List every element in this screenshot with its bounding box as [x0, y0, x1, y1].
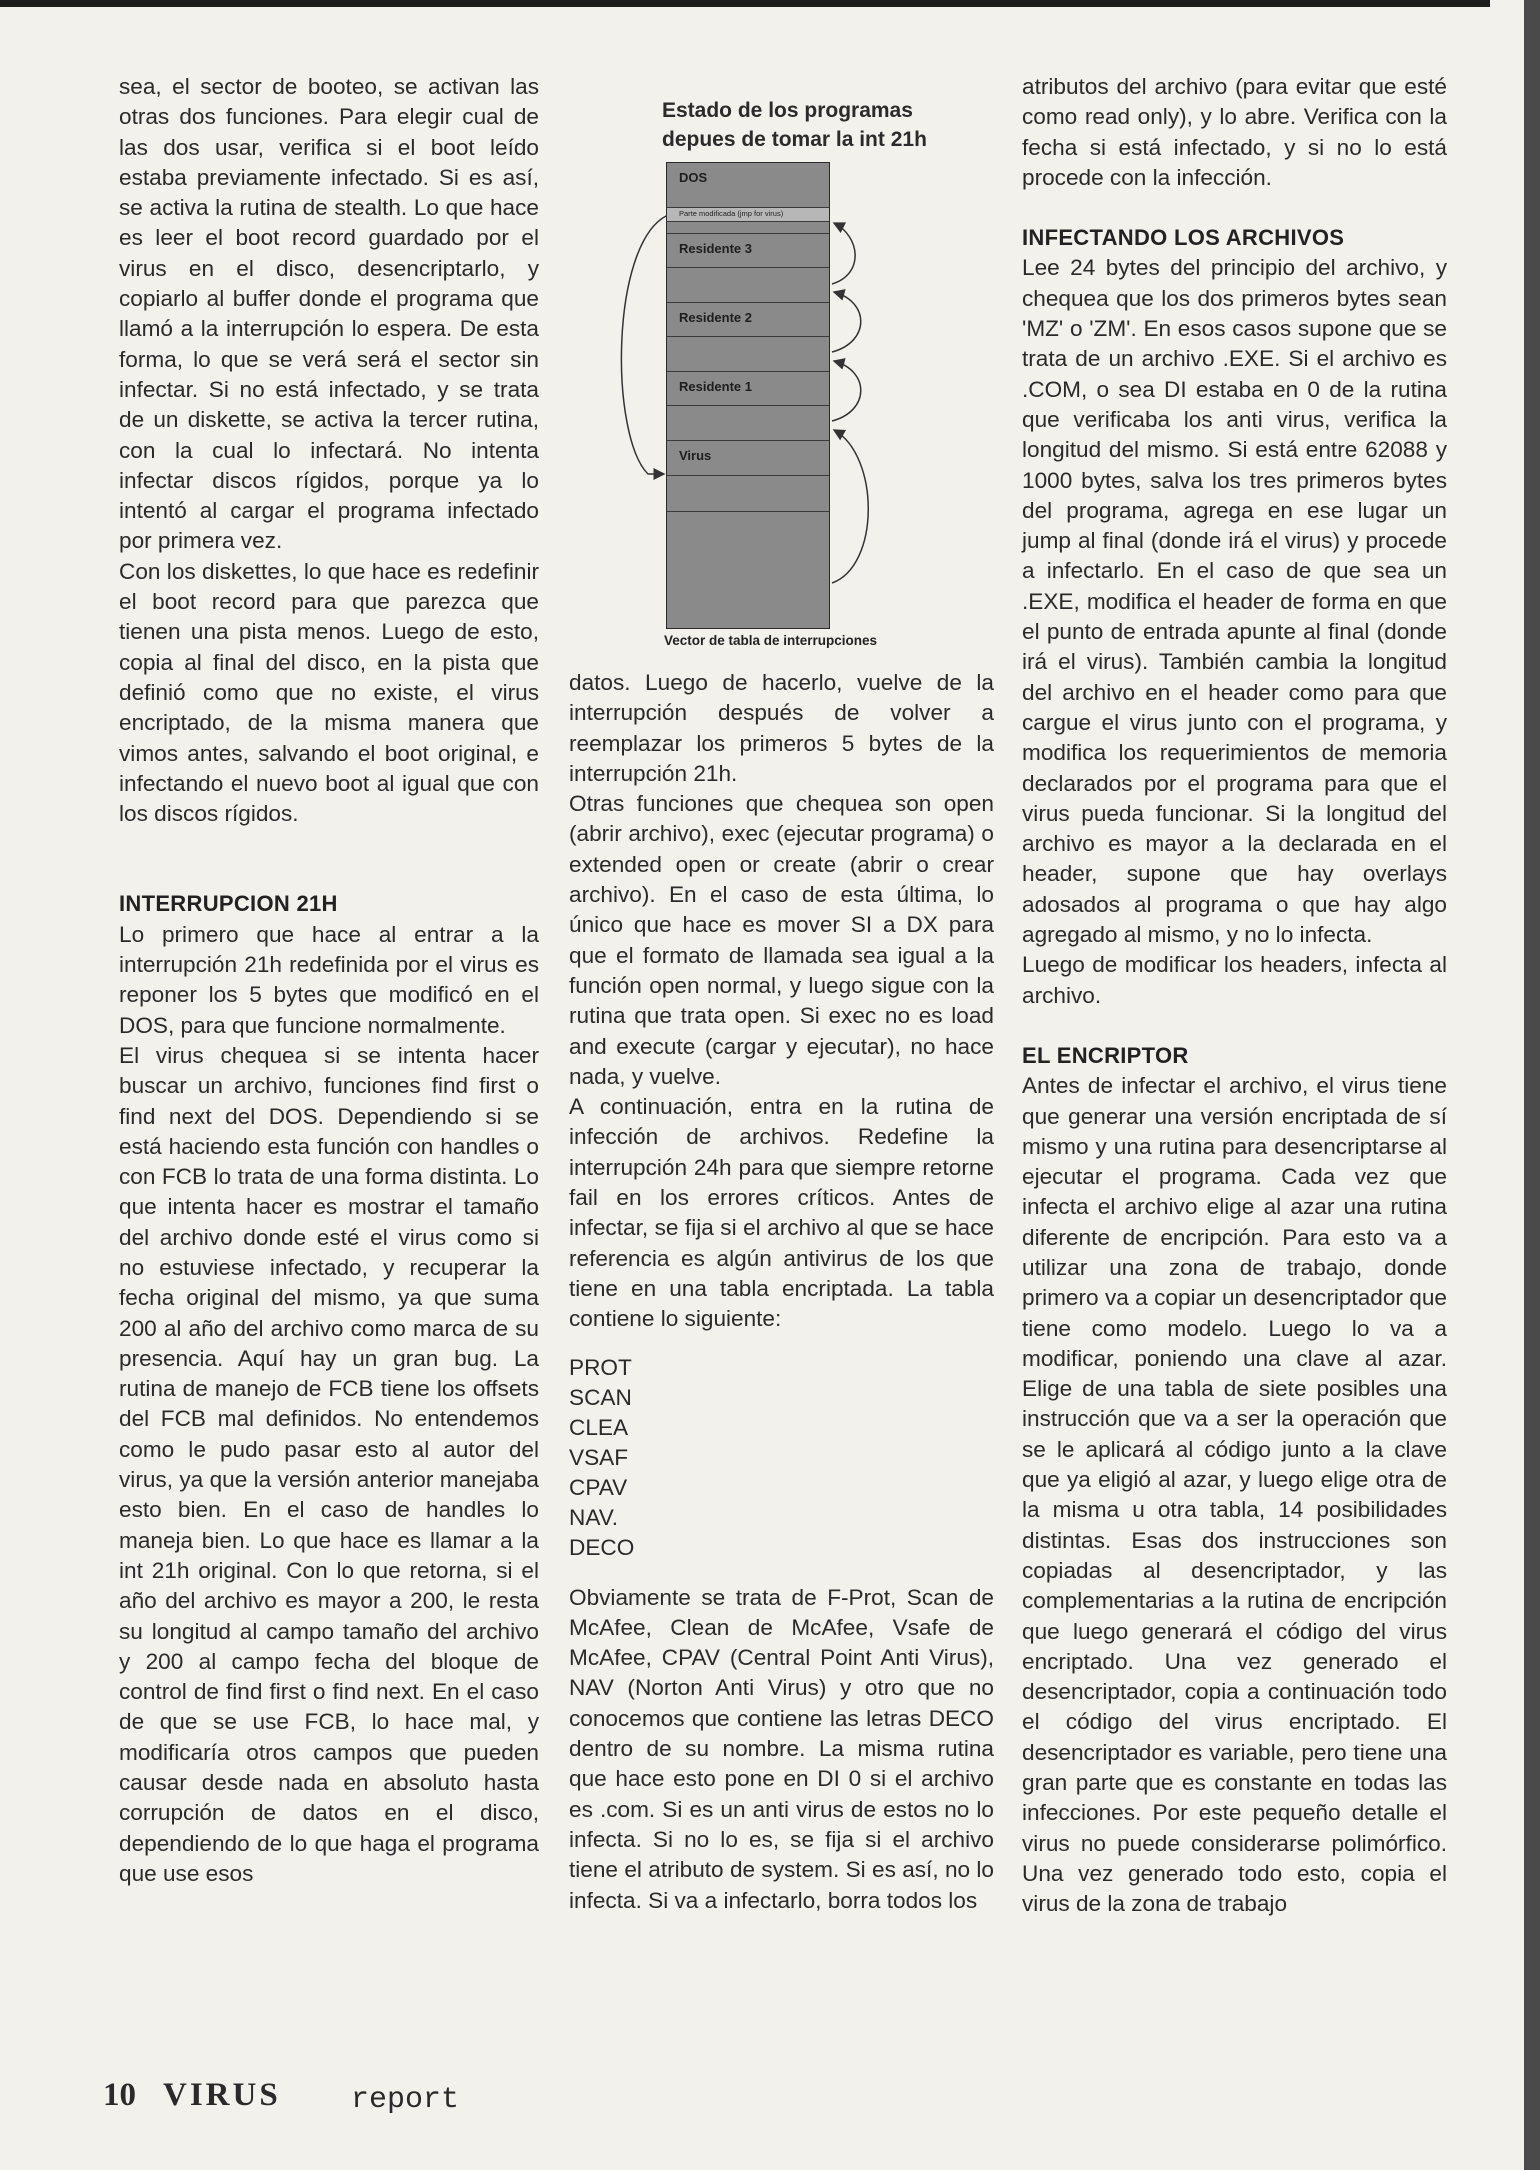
paragraph: Otras funciones que chequea son open (abrir archivo), exec (ejecutar programa) o extended open or create (abrir o crear archivo). En el caso de esta última, lo único que hace es mover SI a DX para que el formato de llamada sea igual a la función open normal, y luego sigue con la rutina que trata open. Si exec no es load and execute (cargar y ejecutar), no hace nada, y vuelve.: [569, 791, 994, 1089]
page-number: 10: [103, 2077, 136, 2113]
paragraph: Lo primero que hace al entrar a la interrupción 21h redefinida por el virus es reponer los 5 bytes que modificó en el DOS, para que funcione normalmente.: [119, 921, 539, 1038]
slot-residente-3: Residente 3: [667, 233, 829, 267]
arrow-dos-to-virus: [621, 216, 666, 474]
diagram-arrows: [590, 96, 890, 656]
paragraph: Luego de modificar los headers, infecta al archivo.: [1022, 952, 1447, 1008]
paragraph: El virus chequea si se intenta hacer buscar un archivo, funciones find first o find next del DOS. Dependiendo si se está haciendo esta función con handles o con FCB lo trata de una forma distinta. Lo que intenta hacer es mostrar el tamaño del archivo donde esté el virus como si no estuviese infectado, y recuperar la fecha original del mismo, ya que suma 200 al año del archivo como marca de su presencia. Aquí hay un gran bug. La rutina de manejo de FCB tiene los offsets del FCB mal definidos. No entendemos como le pudo pasar esto al autor del virus, ya que la versión anterior manejaba esto bien. En el caso de handles lo maneja bien. Lo que hace es llamar a la int 21h original. Con lo que retorna, si el año del archivo es mayor a 200, le resta su longitud al campo tamaño del archivo y 200 al campo fecha del bloque de control de find first o find next. En el caso de que se use FCB, lo hace mal, y modificaría otros campos que pueden causar desde nada en absoluto hasta corrupción de datos en el disco, dependiendo de lo que haga el programa que use esos: [119, 1042, 539, 1886]
slot-residente-2: Residente 2: [667, 302, 829, 336]
paragraph: Antes de infectar el archivo, el virus tiene que generar una versión encriptada de sí mismo y una rutina para desencriptarse al ejecutar el programa. Cada vez que infecta el archivo elige al azar una rutina diferente de encripción. Para esto va a utilizar una zona de trabajo, donde primero va a copiar un desencriptador que tiene como modelo. Luego lo va a modificar, poniendo una clave al azar. Elige de una tabla de siete posibles una instrucción que va a ser la operación que se le aplicará al código junto a la clave que ya eligió al azar, y luego elige otra de la misma u otra tabla, 14 posibilidades distintas. Esas dos instrucciones son copiadas al desencriptador, y las complementarias a la rutina de encripción que luego generará el código del virus encriptado. Una vez generado el desencriptador, copia a continuación todo el código del virus encriptado. El desencriptador es variable, pero tiene una gran parte que es constante en todas las infecciones. Por este pequeño detalle el virus no puede considerarse polimórfico. Una vez generado todo esto, copia el virus de la zona de trabajo: [1022, 1073, 1447, 1917]
arrow-res1-to-res2: [832, 361, 861, 421]
diagram-title-line1: Estado de los programas: [662, 99, 913, 122]
arrow-virus-to-res1: [832, 430, 868, 583]
antivirus-entry: DECO: [569, 1534, 635, 1560]
diagram-title-line2: depues de tomar la int 21h: [662, 128, 927, 151]
diagram-caption: Vector de tabla de interrupciones: [664, 633, 878, 648]
antivirus-entry: NAV.: [569, 1504, 618, 1530]
paragraph: A continuación, entra en la rutina de infección de archivos. Redefine la interrupción 24h para que siempre retorne fail en los errores críticos. Antes de infectar, se fija si el archivo al que se hace referencia es algún antivirus de los que tiene en una tabla encriptada. La tabla contiene lo siguiente:: [569, 1094, 994, 1332]
slot-dos: DOS: [679, 170, 708, 185]
section-heading-interrupcion: INTERRUPCION 21H: [119, 891, 338, 917]
paragraph: Lee 24 bytes del principio del archivo, y chequea que los dos primeros bytes sean 'MZ' o 'ZM'. En esos casos supone que se trata de un archivo .EXE. Si el archivo es .COM, o sea DI estaba en 0 de la rutina que verificaba los anti virus, verifica la longitud del mismo. Si está entre 62088 y 1000 bytes, salva los tres primeros bytes del programa, agrega en ese lugar un jump al final (donde irá el virus) y procede a infectarlo. En el caso de que sea un .EXE, modifica el header de forma en que el punto de entrada apunte al final (donde irá el virus). También cambia la longitud del archivo en el header como para que cargue el virus junto con el programa, y modifica los requerimientos de memoria declarados por el programa para que el virus pueda funcionar. Si la longitud del archivo es mayor a la declarada en el header, supone que hay overlays adosados al programa o que hay algo agregado al mismo, y no lo infecta.: [1022, 255, 1447, 948]
slot-modified: Parte modificada (jmp for virus): [667, 207, 829, 221]
column-left: [119, 72, 539, 1889]
top-edge-bar: [0, 0, 1490, 7]
paragraph: Con los diskettes, lo que hace es redefinir el boot record para que parezca que tienen una pista menos. Luego de esto, copia al final del disco, en la pista que definió como que no existe, el virus encriptado, de la misma manera que vimos antes, salvando el boot original, e infectando el nuevo boot al igual que con los discos rígidos.: [119, 558, 539, 827]
column-right: [1022, 72, 1447, 1920]
magazine-section: report: [351, 2083, 460, 2117]
antivirus-entry: CLEA: [569, 1414, 629, 1440]
memory-diagram: [590, 96, 927, 656]
right-edge-shadow: [1524, 0, 1540, 2170]
antivirus-entry: CPAV: [569, 1474, 628, 1500]
magazine-name: VIRUS: [163, 2077, 281, 2113]
slot-virus: Virus: [667, 440, 829, 475]
paragraph: Obviamente se trata de F-Prot, Scan de McAfee, Clean de McAfee, Vsafe de McAfee, CPAV (Central Point Anti Virus), NAV (Norton Anti Virus) y otro que no conocemos que contiene las letras DECO dentro de su nombre. La misma rutina que hace esto pone en DI 0 si el archivo es .com. Si es un anti virus de estos no lo infecta. Si no lo es, se fija si el archivo tiene el atributo de system. Si es así, no lo infecta. Si va a infectarlo, borra todos los: [569, 1584, 994, 1913]
section-heading-infectando: INFECTANDO LOS ARCHIVOS: [1022, 225, 1345, 251]
slot-residente-1: Residente 1: [667, 371, 829, 405]
antivirus-entry: SCAN: [569, 1384, 632, 1410]
paragraph: sea, el sector de booteo, se activan las otras dos funciones. Para elegir cual de las dos usar, verifica si el boot leído estaba previamente infectado. Si es así, se activa la rutina de stealth. Lo que hace es leer el boot record guardado por el virus en el disco, desencriptarlo, y copiarlo al buffer donde el programa que llamó a la interrupción lo espera. De esta forma, lo que se verá será el sector sin infectar. Si no está infectado, y se trata de un diskette, se activa la tercer rutina, con la cual lo infectará. No intenta infectar discos rígidos, porque ya lo intentó al cargar el programa infectado por primera vez.: [119, 74, 539, 554]
arrow-res3-to-mod: [832, 223, 855, 284]
section-heading-encriptor: EL ENCRIPTOR: [1022, 1042, 1189, 1068]
antivirus-table: [569, 1353, 994, 1563]
paragraph: atributos del archivo (para evitar que esté como read only), y lo abre. Verifica con la fecha si está infectado, y si no lo está procede con la infección.: [1022, 74, 1447, 190]
arrow-res2-to-res3: [832, 292, 861, 352]
antivirus-entry: VSAF: [569, 1444, 629, 1470]
antivirus-entry: PROT: [569, 1354, 632, 1380]
column-middle: [569, 668, 994, 1916]
paragraph: datos. Luego de hacerlo, vuelve de la interrupción después de volver a reemplazar los primeros 5 bytes de la interrupción 21h.: [569, 670, 994, 786]
